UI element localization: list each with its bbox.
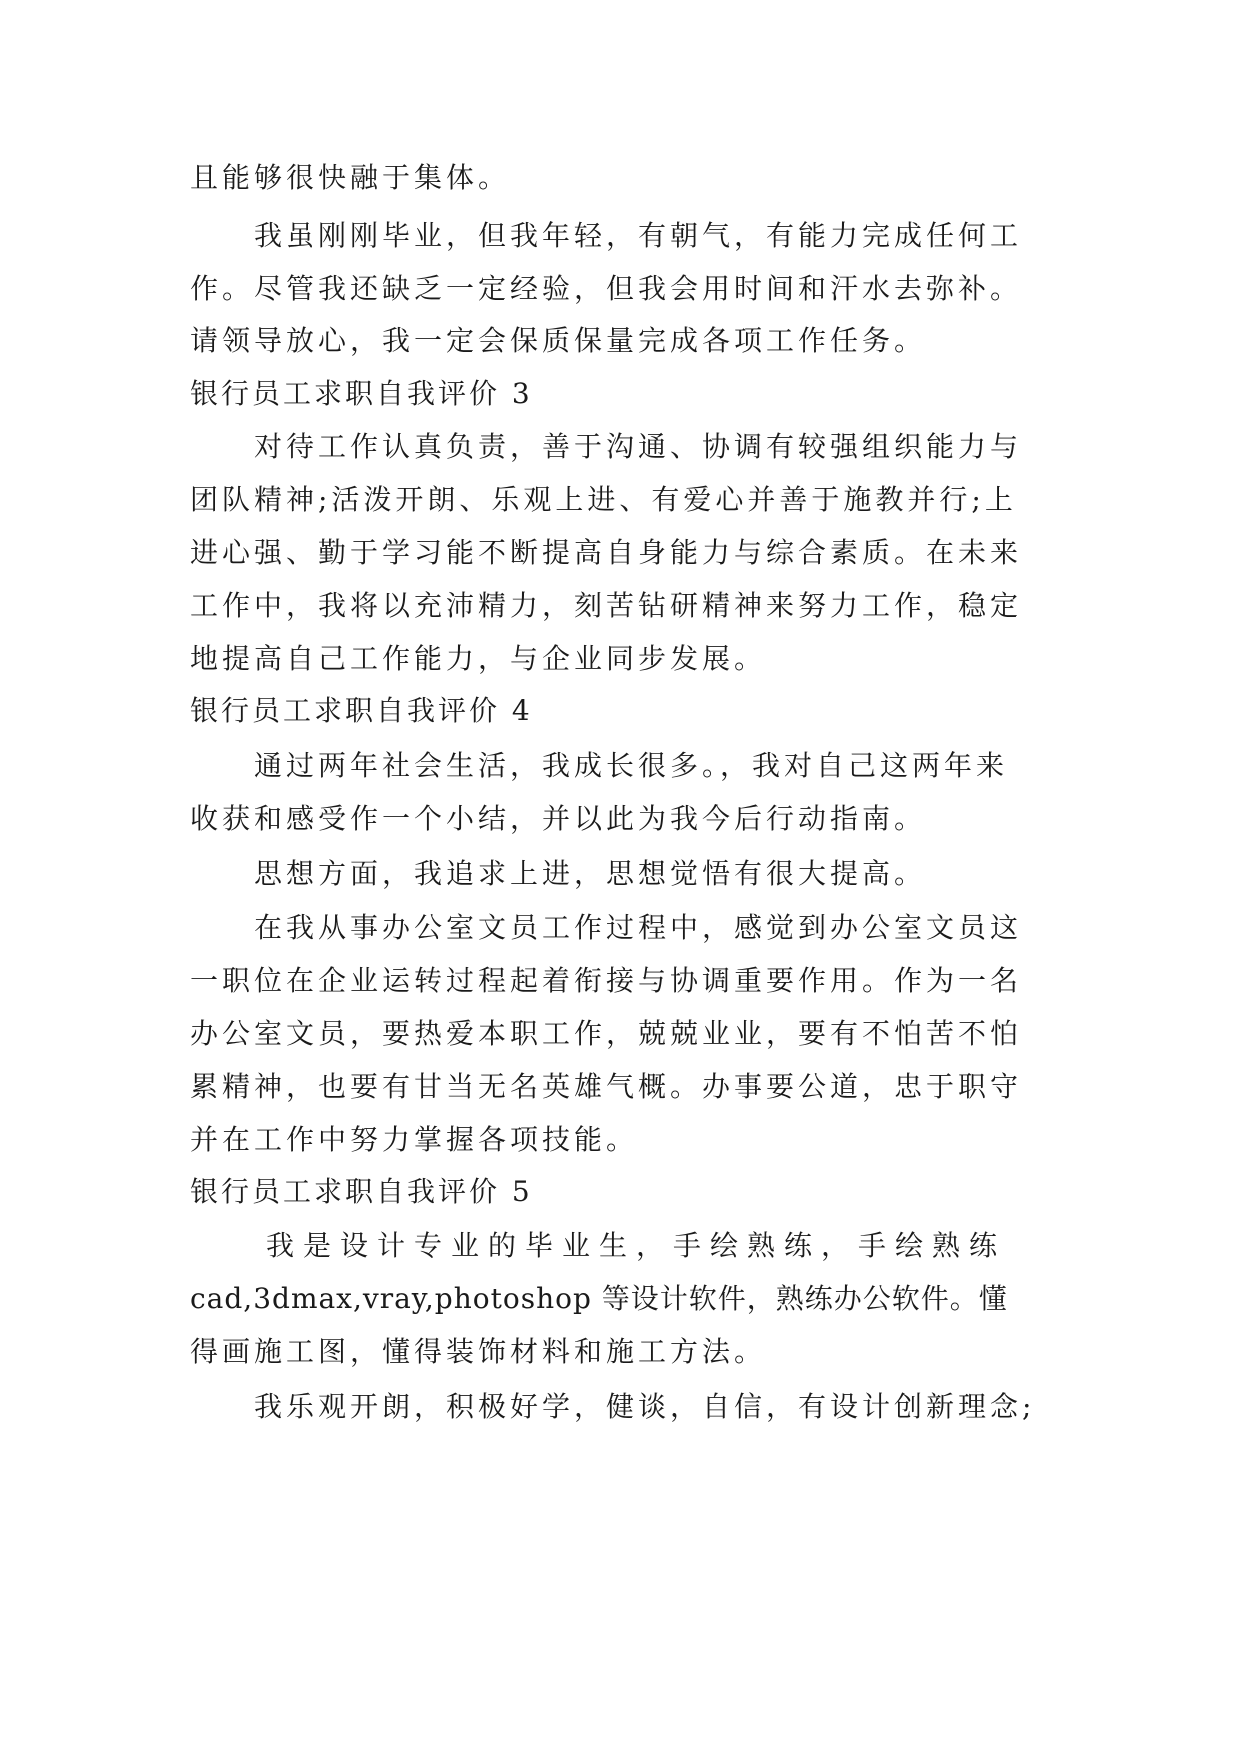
paragraph-line: cad,3dmax,vray,photoshop 等设计软件，熟练办公软件。懂 [190,1282,1008,1315]
paragraph-line: 思想方面，我追求上进，思想觉悟有很大提高。 [254,857,927,890]
paragraph-line: 请领导放心，我一定会保质保量完成各项工作任务。 [190,324,927,357]
paragraph-line: 地提高自己工作能力，与企业同步发展。 [190,642,767,675]
paragraph-line: 我虽刚刚毕业，但我年轻，有朝气，有能力完成任何工 [254,219,1023,252]
section-heading-4: 银行员工求职自我评价 4 [190,694,533,727]
section-heading-3: 银行员工求职自我评价 3 [190,377,533,410]
paragraph-line: 一职位在企业运转过程起着衔接与协调重要作用。作为一名 [190,964,1023,997]
paragraph-line: 团队精神;活泼开朗、乐观上进、有爱心并善于施教并行;上 [190,483,1017,516]
paragraph-line: 累精神，也要有甘当无名英雄气概。办事要公道，忠于职守 [190,1070,1023,1103]
paragraph-line: 作。尽管我还缺乏一定经验，但我会用时间和汗水去弥补。 [190,272,1023,305]
paragraph-line: 工作中，我将以充沛精力，刻苦钻研精神来努力工作，稳定 [190,589,1023,622]
paragraph-line: 我是设计专业的毕业生，手绘熟练，手绘熟练 [266,1229,1007,1262]
paragraph-line: 在我从事办公室文员工作过程中，感觉到办公室文员这 [254,911,1023,944]
section-heading-5: 银行员工求职自我评价 5 [190,1175,533,1208]
paragraph-line: 我乐观开朗，积极好学，健谈，自信，有设计创新理念; [254,1390,1036,1423]
paragraph-line: 且能够很快融于集体。 [190,161,511,194]
paragraph-line: 办公室文员，要热爱本职工作，兢兢业业，要有不怕苦不怕 [190,1017,1023,1050]
paragraph-line: 通过两年社会生活，我成长很多。，我对自己这两年来 [254,749,1009,782]
paragraph-line: 对待工作认真负责，善于沟通、协调有较强组织能力与 [254,430,1023,463]
paragraph-line: 收获和感受作一个小结，并以此为我今后行动指南。 [190,802,927,835]
paragraph-line: 进心强、勤于学习能不断提高自身能力与综合素质。在未来 [190,536,1023,569]
paragraph-line: 并在工作中努力掌握各项技能。 [190,1123,639,1156]
paragraph-line: 得画施工图，懂得装饰材料和施工方法。 [190,1335,767,1368]
